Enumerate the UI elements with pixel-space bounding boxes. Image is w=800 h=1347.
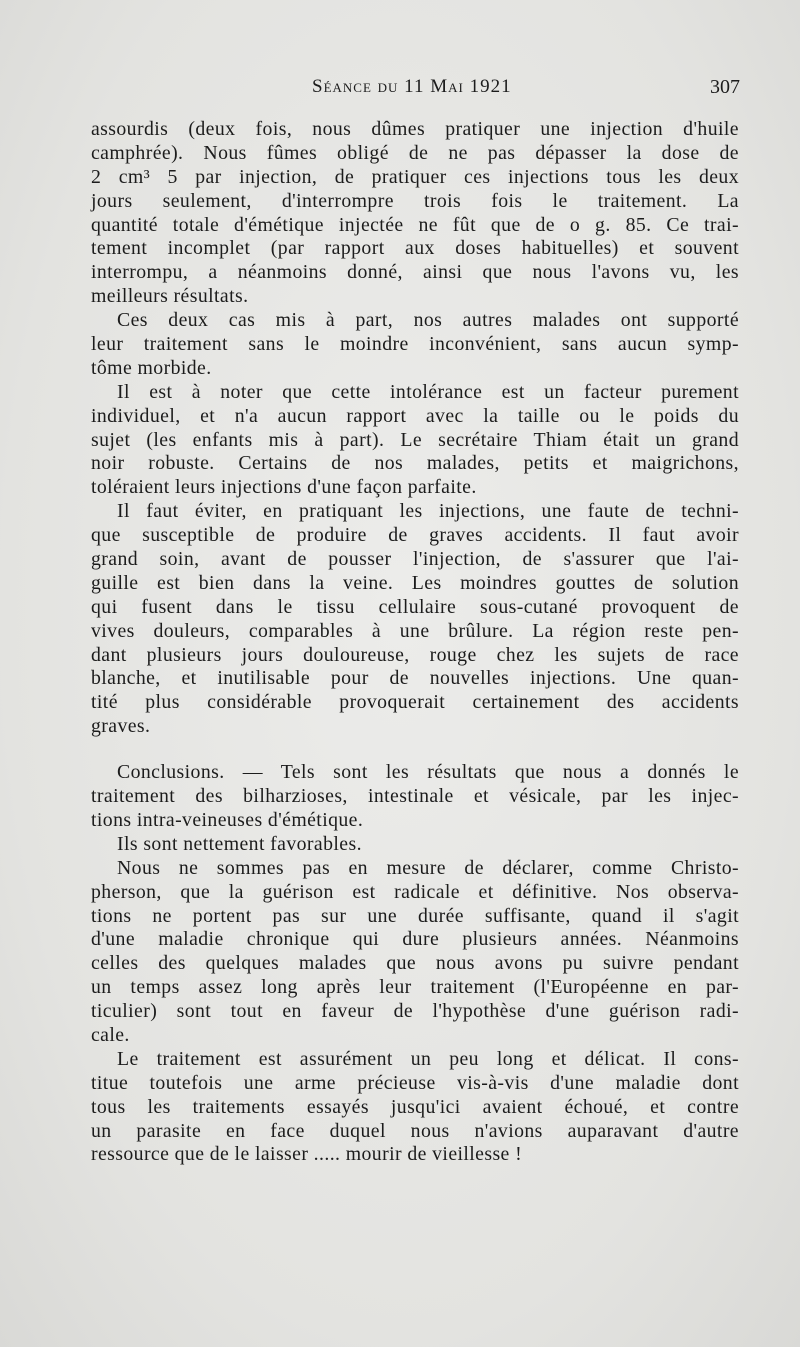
text-line: tous les traitements essayés jusqu'ici avaient échoué, et contre — [91, 1095, 739, 1118]
text-line: Ils sont nettement favorables. — [117, 832, 362, 855]
text-line: ressource que de le laisser ..... mourir de vieillesse ! — [91, 1143, 523, 1166]
text-line: un temps assez long après leur traitement (l'Européenne en par- — [91, 976, 739, 999]
page-number: 307 — [710, 76, 740, 98]
text-line: tions ne portent pas sur une durée suffisante, quand il s'agit — [91, 904, 739, 927]
text-line: Nous ne sommes pas en mesure de déclarer, comme Christo- — [117, 856, 739, 879]
text-line: individuel, et n'a aucun rapport avec la taille ou le poids du — [91, 404, 739, 427]
text-line: jours seulement, d'interrompre trois fois le traitement. La — [91, 189, 739, 212]
text-line: titue toutefois une arme précieuse vis-à-vis d'une maladie dont — [91, 1071, 739, 1094]
text-line: dant plusieurs jours douloureuse, rouge chez les sujets de race — [91, 643, 739, 666]
text-line: tité plus considérable provoquerait certainement des accidents — [91, 691, 739, 714]
text-line: toléraient leurs injections d'une façon parfaite. — [91, 476, 477, 499]
text-line: un parasite en face duquel nous n'avions auparavant d'autre — [91, 1119, 739, 1142]
text-line: cale. — [91, 1023, 130, 1046]
text-line: tement incomplet (par rapport aux doses habituelles) et souvent — [91, 237, 739, 260]
text-line: assourdis (deux fois, nous dûmes pratiquer une injection d'huile — [91, 118, 739, 140]
text-line: meilleurs résultats. — [91, 285, 249, 308]
text-line: tions intra-veineuses d'émétique. — [91, 808, 364, 831]
text-line: Ces deux cas mis à part, nos autres malades ont supporté — [117, 309, 739, 332]
running-title: Séance du 11 Mai 1921 — [312, 76, 512, 97]
text-line: leur traitement sans le moindre inconvénient, sans aucun symp- — [91, 333, 739, 356]
text-line: sujet (les enfants mis à part). Le secrétaire Thiam était un grand — [91, 428, 739, 451]
text-line: camphrée). Nous fûmes obligé de ne pas dépasser la dose de — [91, 141, 739, 164]
text-line: interrompu, a néanmoins donné, ainsi que nous l'avons vu, les — [91, 261, 739, 284]
text-line: guille est bien dans la veine. Les moindres gouttes de solution — [91, 571, 739, 594]
text-line: que susceptible de produire de graves accidents. Il faut avoir — [91, 524, 739, 547]
body-text — [91, 118, 739, 1167]
text-line: ticulier) sont tout en faveur de l'hypothèse d'une guérison radi- — [91, 1000, 739, 1023]
text-line: noir robuste. Certains de nos malades, petits et maigrichons, — [91, 452, 739, 475]
text-line: Il faut éviter, en pratiquant les injections, une faute de techni- — [117, 500, 739, 523]
text-line: graves. — [91, 715, 151, 738]
section-gap — [91, 739, 739, 761]
text-line: Conclusions. — Tels sont les résultats que nous a donnés le — [117, 761, 739, 784]
text-line: Il est à noter que cette intolérance est un facteur purement — [117, 380, 739, 403]
text-line: traitement des bilharzioses, intestinale et vésicale, par les injec- — [91, 785, 739, 808]
text-line: vives douleurs, comparables à une brûlure. La région reste pen- — [91, 619, 739, 642]
page-header — [92, 76, 740, 102]
text-line: pherson, que la guérison est radicale et définitive. Nos observa- — [91, 880, 739, 903]
text-line: qui fusent dans le tissu cellulaire sous-cutané provoquent de — [91, 595, 739, 618]
text-line: grand soin, avant de pousser l'injection, de s'assurer que l'ai- — [91, 548, 739, 571]
text-line: blanche, et inutilisable pour de nouvelles injections. Une quan- — [91, 667, 739, 690]
text-line: 2 cm³ 5 par injection, de pratiquer ces injections tous les deux — [91, 165, 739, 188]
text-line: tôme morbide. — [91, 356, 212, 379]
text-line: quantité totale d'émétique injectée ne fût que de o g. 85. Ce trai- — [91, 213, 739, 236]
text-line: Le traitement est assurément un peu long et délicat. Il cons- — [117, 1047, 739, 1070]
text-line: d'une maladie chronique qui dure plusieurs années. Néanmoins — [91, 928, 739, 951]
text-line: celles des quelques malades que nous avons pu suivre pendant — [91, 952, 739, 975]
